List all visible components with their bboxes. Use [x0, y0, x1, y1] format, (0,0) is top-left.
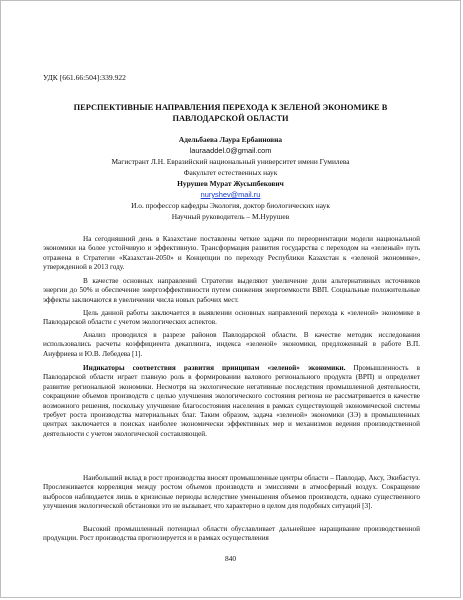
- indicators-text: Промышленность в Павлодарской области играет главную роль в формировании валового регионального продукта (ВРП) и определяет развитие региональной экономики. Несмотря на экологические негативные последствия промышленной деятельности, сокращение объемов производств с целью улучшения экологического состояния региона не рассматривается в качестве возможного решения, поскольку улучшение благосостояния населения в рамках существующей экономической системы требует роста производства материальных благ. Таким образом, задача «зеленой» экономики (ЗЭ) в промышленных центрах заключается в поисках наиболее экономически эффективных мер и механизмов ведения производственной деятельности с учетом экологической составляющей.: [43, 364, 420, 438]
- author2-email-link[interactable]: nuryshev@mail.ru: [200, 190, 261, 199]
- author1-position: Магистрант Л.Н. Евразийский национальный университет имени Гумилева: [111, 157, 350, 166]
- indicators-heading: Индикаторы соответствия развития принципам «зеленой» экономики.: [83, 364, 346, 372]
- paragraph-goal: Цель данной работы заключается в выявлении основных направлений перехода к «зеленой» экономике в Павлодарской области с учетом экологических аспектов.: [43, 309, 420, 327]
- author1-email[interactable]: lauraaddel.0@gmail.com: [189, 146, 272, 155]
- article-title: [43, 102, 418, 124]
- author1-faculty: Факультет естественных наук: [183, 168, 278, 177]
- paragraph-potential: Высокий промышленный потенциал области обуславливает дальнейшее наращивание производственной продукции. Рост производства прогнозируется и в рамках осуществления: [43, 525, 420, 543]
- paragraph-intro: На сегодняшний день в Казахстане поставлены четкие задачи по переориентации модели национальной экономики на более устойчивую и эффективную. Трансформация развития государства с переходом на «зеленый» путь отражена в Стратегии «Казахстан-2050» и Концепции по переходу Республики Казахстан к «зеленой экономике», утвержденной в 2013 году.: [43, 235, 420, 272]
- paragraph-analysis: Анализ проводился в разрезе районов Павлодарской области. В качестве методик исследования использовались расчеты коэффициента декаплинга, индекса «зеленой» экономики, предложенный в работе В.П. Ануфриева и Ю.В. Лебедева [1].: [43, 331, 420, 358]
- paragraph-indicators: [43, 364, 420, 439]
- paragraph-industrial-centers: Наибольший вклад в рост производства вносят промышленные центры области – Павлодар, Аксу, Экибастуз. Прослеживается корреляция между ростом объемов производств и эмиссиями в атмосферный воздух. Сокращение выбросов наблюдается лишь в кризисные периоды вследствие уменьшения объемов производств, однако существенного улучшения экологической обстановки это не вызывает, что характерно в целом для подобных ситуаций [3].: [43, 474, 420, 511]
- author2-name: Нурушев Мурат Жусыпбекович: [177, 179, 284, 188]
- title-line-1: ПЕРСПЕКТИВНЫЕ НАПРАВЛЕНИЯ ПЕРЕХОДА К ЗЕЛЕНОЙ ЭКОНОМИКЕ В: [73, 103, 388, 112]
- title-line-2: ПАВЛОДАРСКОЙ ОБЛАСТИ: [172, 114, 289, 123]
- page-number: 840: [224, 554, 237, 563]
- author2-role: Научный руководитель – М.Нурушев: [171, 212, 290, 221]
- paragraph-directions: В качестве основных направлений Стратегии выделяют увеличение доли альтернативных источников энергии до 50% и обеспечение энергоэффективности путем снижения энергоемкости ВВП. Социальные положительные эффекты заключаются в увеличении числа новых рабочих мест.: [43, 277, 420, 304]
- udk-code: УДК [661.66:504]:339.922: [43, 73, 126, 82]
- author2-position: И.о. профессор кафедры Экология, доктор биологических наук: [131, 201, 330, 210]
- author1-name: Адельбаева Лаура Ербаиновна: [178, 135, 283, 144]
